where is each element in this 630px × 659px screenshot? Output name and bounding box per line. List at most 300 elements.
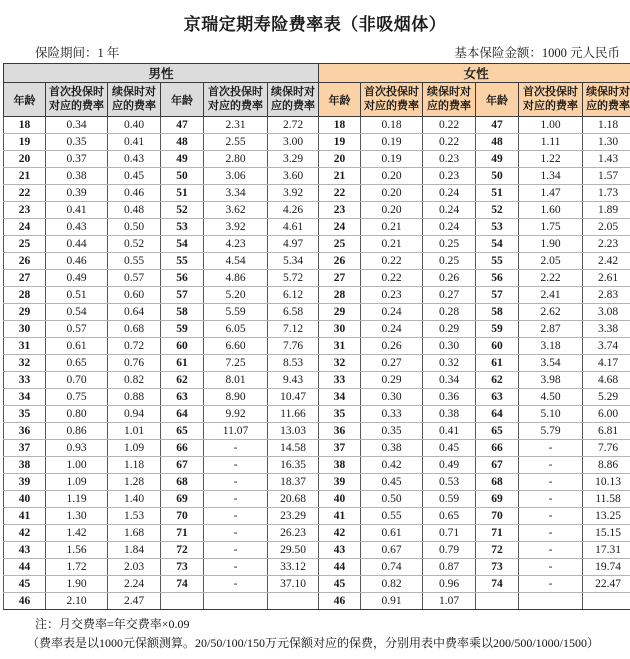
rate-cell: 3.00 <box>268 134 319 151</box>
rate-cell: 10.47 <box>268 389 319 406</box>
table-row <box>4 287 630 304</box>
rate-cell: 5.20 <box>204 287 268 304</box>
age-cell: 31 <box>4 338 46 355</box>
age-cell: 41 <box>319 508 361 525</box>
age-cell: 35 <box>319 406 361 423</box>
age-cell: 26 <box>4 253 46 270</box>
rate-cell: 0.23 <box>423 168 476 185</box>
rate-cell: 0.64 <box>108 304 161 321</box>
age-cell: 65 <box>161 423 204 440</box>
rate-cell: 0.54 <box>46 304 108 321</box>
rate-cell: 3.92 <box>204 219 268 236</box>
rate-cell: 2.31 <box>204 117 268 134</box>
rate-cell: 0.23 <box>361 287 423 304</box>
age-cell: 45 <box>319 576 361 593</box>
rate-cell: 0.55 <box>108 253 161 270</box>
age-cell: 51 <box>161 185 204 202</box>
rate-cell: 0.96 <box>423 576 476 593</box>
rate-cell: 1.84 <box>108 542 161 559</box>
rate-cell: 13.03 <box>268 423 319 440</box>
age-cell: 18 <box>4 117 46 134</box>
rate-cell: 4.50 <box>519 389 583 406</box>
rate-cell: 0.33 <box>361 406 423 423</box>
meta-row <box>35 46 620 60</box>
age-cell: 24 <box>4 219 46 236</box>
rate-cell: 17.31 <box>583 542 630 559</box>
rate-cell: 1.56 <box>46 542 108 559</box>
rate-cell: 5.34 <box>268 253 319 270</box>
rate-cell: 7.25 <box>204 355 268 372</box>
rate-cell: 1.53 <box>108 508 161 525</box>
rate-cell: 1.43 <box>583 151 630 168</box>
age-cell: 19 <box>4 134 46 151</box>
rate-cell: 0.38 <box>46 168 108 185</box>
age-cell: 39 <box>4 474 46 491</box>
age-cell: 71 <box>161 525 204 542</box>
rate-cell: 0.35 <box>46 134 108 151</box>
age-cell: 58 <box>476 304 519 321</box>
rate-cell: 0.48 <box>108 202 161 219</box>
rate-cell: - <box>519 440 583 457</box>
column-header-age: 年龄 <box>4 83 46 117</box>
rate-cell: - <box>204 457 268 474</box>
age-cell: 29 <box>4 304 46 321</box>
rate-cell: 3.62 <box>204 202 268 219</box>
age-cell: 53 <box>161 219 204 236</box>
rate-cell: 4.26 <box>268 202 319 219</box>
column-header-line: 续保时对 <box>427 86 472 98</box>
age-cell: 21 <box>4 168 46 185</box>
table-row <box>4 338 630 355</box>
rate-cell: 0.38 <box>361 440 423 457</box>
rate-cell: 8.01 <box>204 372 268 389</box>
rate-cell: 0.44 <box>46 236 108 253</box>
rate-cell: 3.29 <box>268 151 319 168</box>
rate-cell: 4.86 <box>204 270 268 287</box>
age-cell: 59 <box>161 321 204 338</box>
rate-cell: - <box>519 576 583 593</box>
age-cell: 23 <box>4 202 46 219</box>
table-row <box>4 474 630 491</box>
rate-cell: 3.08 <box>583 304 630 321</box>
rate-cell: 0.45 <box>361 474 423 491</box>
age-cell: 36 <box>4 423 46 440</box>
age-cell: 72 <box>161 542 204 559</box>
table-row <box>4 525 630 542</box>
rate-cell <box>519 593 583 610</box>
rate-cell: 0.65 <box>423 508 476 525</box>
age-cell: 53 <box>476 219 519 236</box>
rate-cell: 2.23 <box>583 236 630 253</box>
rate-cell: 1.19 <box>46 491 108 508</box>
age-cell: 19 <box>319 134 361 151</box>
age-cell <box>161 593 204 610</box>
rate-cell <box>204 593 268 610</box>
rate-cell: 0.40 <box>108 117 161 134</box>
rate-cell: 1.30 <box>46 508 108 525</box>
rate-cell: 3.34 <box>204 185 268 202</box>
age-cell: 69 <box>161 491 204 508</box>
rate-cell: 2.03 <box>108 559 161 576</box>
age-cell: 25 <box>4 236 46 253</box>
rate-cell: 0.86 <box>46 423 108 440</box>
table-body <box>4 117 630 610</box>
rate-cell: 0.22 <box>423 117 476 134</box>
rate-cell: 1.34 <box>519 168 583 185</box>
rate-cell: 29.50 <box>268 542 319 559</box>
rate-cell: 1.07 <box>423 593 476 610</box>
rate-cell: 0.28 <box>423 304 476 321</box>
rate-cell: 0.38 <box>423 406 476 423</box>
rate-cell: 2.55 <box>204 134 268 151</box>
rate-cell: 0.20 <box>361 185 423 202</box>
rate-cell: 2.05 <box>583 219 630 236</box>
rate-cell: 0.30 <box>361 389 423 406</box>
age-cell: 69 <box>476 491 519 508</box>
column-header-line: 首次投保时 <box>523 86 579 98</box>
age-cell: 52 <box>476 202 519 219</box>
table-row <box>4 134 630 151</box>
age-cell: 27 <box>319 270 361 287</box>
age-cell: 47 <box>476 117 519 134</box>
age-cell: 48 <box>476 134 519 151</box>
age-cell: 41 <box>4 508 46 525</box>
rate-cell: 0.20 <box>361 202 423 219</box>
column-header-line: 对应的费率 <box>49 99 104 112</box>
rate-cell: 0.49 <box>46 270 108 287</box>
rate-cell: 0.19 <box>361 151 423 168</box>
rate-cell: 0.79 <box>423 542 476 559</box>
rate-cell: 1.47 <box>519 185 583 202</box>
rate-cell: 1.42 <box>46 525 108 542</box>
age-cell: 59 <box>476 321 519 338</box>
age-cell: 74 <box>161 576 204 593</box>
rate-cell: 5.79 <box>519 423 583 440</box>
rate-cell: 5.72 <box>268 270 319 287</box>
rate-cell: 6.58 <box>268 304 319 321</box>
column-header-row <box>4 83 630 117</box>
rate-cell: 0.37 <box>46 151 108 168</box>
age-cell: 42 <box>4 525 46 542</box>
rate-cell: 3.38 <box>583 321 630 338</box>
rate-cell: 3.60 <box>268 168 319 185</box>
rate-cell: 4.68 <box>583 372 630 389</box>
rate-cell: 6.60 <box>204 338 268 355</box>
rate-cell <box>268 593 319 610</box>
rate-cell: 2.80 <box>204 151 268 168</box>
rate-cell: 0.39 <box>46 185 108 202</box>
rate-cell: 0.71 <box>423 525 476 542</box>
age-cell: 63 <box>476 389 519 406</box>
insurance-period-label: 保险期间：1 年 <box>35 46 120 60</box>
rate-cell: 1.00 <box>46 457 108 474</box>
column-header-age: 年龄 <box>161 83 204 117</box>
age-cell: 42 <box>319 525 361 542</box>
rate-cell: 8.86 <box>583 457 630 474</box>
age-cell: 49 <box>476 151 519 168</box>
rate-cell: 0.68 <box>108 321 161 338</box>
rate-cell: 11.66 <box>268 406 319 423</box>
rate-cell: 0.22 <box>361 253 423 270</box>
column-header-first-rate <box>46 83 108 117</box>
male-section-header: 男性 <box>4 64 319 83</box>
rate-cell: 3.98 <box>519 372 583 389</box>
age-cell: 35 <box>4 406 46 423</box>
rate-cell: 0.55 <box>361 508 423 525</box>
age-cell: 68 <box>161 474 204 491</box>
rate-cell: 4.54 <box>204 253 268 270</box>
rate-cell: 0.20 <box>361 168 423 185</box>
rate-cell: 0.43 <box>46 219 108 236</box>
column-header-age: 年龄 <box>476 83 519 117</box>
column-header-first-rate <box>519 83 583 117</box>
column-header-line: 首次投保时 <box>49 86 104 98</box>
rate-cell: 7.12 <box>268 321 319 338</box>
age-cell: 20 <box>319 151 361 168</box>
rate-cell: 0.45 <box>423 440 476 457</box>
rate-cell: 1.73 <box>583 185 630 202</box>
table-row <box>4 168 630 185</box>
rate-cell: 1.22 <box>519 151 583 168</box>
age-cell: 64 <box>476 406 519 423</box>
table-row <box>4 151 630 168</box>
age-cell: 50 <box>161 168 204 185</box>
rate-cell: 0.25 <box>423 236 476 253</box>
rate-cell: 0.29 <box>361 372 423 389</box>
table-row <box>4 304 630 321</box>
rate-cell: 0.49 <box>423 457 476 474</box>
age-cell: 56 <box>161 270 204 287</box>
table-row <box>4 508 630 525</box>
table-row <box>4 236 630 253</box>
rate-cell: 0.80 <box>46 406 108 423</box>
rate-cell: 0.70 <box>46 372 108 389</box>
age-cell: 43 <box>319 542 361 559</box>
age-cell: 56 <box>476 270 519 287</box>
age-cell: 60 <box>161 338 204 355</box>
column-header-line: 续保时对 <box>271 86 316 98</box>
age-cell: 58 <box>161 304 204 321</box>
age-cell: 57 <box>161 287 204 304</box>
age-cell: 40 <box>319 491 361 508</box>
rate-cell: - <box>204 542 268 559</box>
rate-cell: 1.75 <box>519 219 583 236</box>
rate-cell: - <box>519 525 583 542</box>
rate-cell: 0.23 <box>423 151 476 168</box>
rate-cell: 4.97 <box>268 236 319 253</box>
rate-cell: 0.18 <box>361 117 423 134</box>
rate-cell: 18.37 <box>268 474 319 491</box>
rate-cell: 0.19 <box>361 134 423 151</box>
rate-cell: 0.75 <box>46 389 108 406</box>
age-cell: 46 <box>4 593 46 610</box>
rate-cell: 9.43 <box>268 372 319 389</box>
table-row <box>4 559 630 576</box>
rate-cell: 2.61 <box>583 270 630 287</box>
rate-cell: 0.57 <box>108 270 161 287</box>
rate-cell: 0.22 <box>361 270 423 287</box>
age-cell: 20 <box>4 151 46 168</box>
age-cell: 23 <box>319 202 361 219</box>
table-row <box>4 542 630 559</box>
rate-cell: 19.74 <box>583 559 630 576</box>
age-cell: 34 <box>319 389 361 406</box>
age-cell: 37 <box>4 440 46 457</box>
column-header-line: 应的费率 <box>427 99 472 112</box>
rate-cell: 0.24 <box>361 321 423 338</box>
rate-cell: 0.82 <box>108 372 161 389</box>
rate-cell: 1.68 <box>108 525 161 542</box>
rate-cell: - <box>204 474 268 491</box>
column-header-renewal-rate <box>583 83 630 117</box>
page-title: 京瑞定期寿险费率表（非吸烟体） <box>183 15 447 34</box>
table-row <box>4 372 630 389</box>
rate-cell: - <box>204 525 268 542</box>
age-cell: 49 <box>161 151 204 168</box>
rate-cell: 1.60 <box>519 202 583 219</box>
rate-cell: 3.18 <box>519 338 583 355</box>
rate-cell: - <box>204 440 268 457</box>
rate-cell: - <box>204 491 268 508</box>
rate-cell: 0.21 <box>361 219 423 236</box>
age-cell: 33 <box>319 372 361 389</box>
rate-cell: 0.24 <box>361 304 423 321</box>
age-cell: 71 <box>476 525 519 542</box>
rate-cell: 3.74 <box>583 338 630 355</box>
rate-cell: 13.25 <box>583 508 630 525</box>
age-cell: 26 <box>319 253 361 270</box>
rate-cell: 0.88 <box>108 389 161 406</box>
age-cell: 73 <box>476 559 519 576</box>
rate-cell: - <box>519 474 583 491</box>
age-cell: 18 <box>319 117 361 134</box>
age-cell: 73 <box>161 559 204 576</box>
rate-cell: 0.21 <box>361 236 423 253</box>
age-cell: 45 <box>4 576 46 593</box>
table-row <box>4 202 630 219</box>
rate-cell: 8.53 <box>268 355 319 372</box>
rate-cell <box>583 593 630 610</box>
rate-cell: 14.58 <box>268 440 319 457</box>
base-amount-label: 基本保险金额：1000 元人民币 <box>454 46 620 60</box>
age-cell: 31 <box>319 338 361 355</box>
rate-cell: 0.57 <box>46 321 108 338</box>
column-header-line: 首次投保时 <box>364 86 420 98</box>
rate-cell: 2.10 <box>46 593 108 610</box>
rate-cell: 20.68 <box>268 491 319 508</box>
age-cell: 34 <box>4 389 46 406</box>
column-header-line: 续保时对 <box>112 86 156 98</box>
table-row <box>4 576 630 593</box>
column-header-line: 首次投保时 <box>208 86 263 98</box>
rate-cell: - <box>519 542 583 559</box>
rate-cell: 2.62 <box>519 304 583 321</box>
age-cell: 40 <box>4 491 46 508</box>
rate-cell: 0.51 <box>46 287 108 304</box>
age-cell: 28 <box>319 287 361 304</box>
rate-cell: 9.92 <box>204 406 268 423</box>
age-cell: 51 <box>476 185 519 202</box>
rate-cell: 2.47 <box>108 593 161 610</box>
rate-cell: - <box>519 508 583 525</box>
table-row <box>4 457 630 474</box>
rate-cell: 0.43 <box>108 151 161 168</box>
rate-cell: 1.11 <box>519 134 583 151</box>
age-cell: 29 <box>319 304 361 321</box>
age-cell: 55 <box>476 253 519 270</box>
rate-cell: 0.22 <box>423 134 476 151</box>
rate-cell: 0.27 <box>361 355 423 372</box>
rate-cell: 1.57 <box>583 168 630 185</box>
age-cell: 62 <box>161 372 204 389</box>
table-row <box>4 593 630 610</box>
rate-cell: 0.53 <box>423 474 476 491</box>
age-cell: 66 <box>161 440 204 457</box>
column-header-line: 对应的费率 <box>364 99 420 112</box>
rate-cell: 16.35 <box>268 457 319 474</box>
rate-cell: 4.23 <box>204 236 268 253</box>
rate-cell: 0.76 <box>108 355 161 372</box>
rate-cell: 26.23 <box>268 525 319 542</box>
age-cell: 72 <box>476 542 519 559</box>
rate-cell: 11.07 <box>204 423 268 440</box>
rate-cell: - <box>519 491 583 508</box>
rate-cell: 1.72 <box>46 559 108 576</box>
column-header-renewal-rate <box>423 83 476 117</box>
table-row <box>4 423 630 440</box>
rate-cell: 15.15 <box>583 525 630 542</box>
age-cell: 25 <box>319 236 361 253</box>
age-cell: 74 <box>476 576 519 593</box>
age-cell: 55 <box>161 253 204 270</box>
table-row <box>4 321 630 338</box>
rate-cell: 1.09 <box>46 474 108 491</box>
rate-cell: 8.90 <box>204 389 268 406</box>
age-cell: 70 <box>161 508 204 525</box>
column-header-line: 对应的费率 <box>208 99 263 112</box>
age-cell: 67 <box>161 457 204 474</box>
rate-cell: 0.65 <box>46 355 108 372</box>
age-cell: 39 <box>319 474 361 491</box>
column-header-line: 对应的费率 <box>523 99 579 112</box>
age-cell: 48 <box>161 134 204 151</box>
age-cell: 37 <box>319 440 361 457</box>
age-cell: 21 <box>319 168 361 185</box>
rate-cell: 3.06 <box>204 168 268 185</box>
rate-cell: 0.61 <box>361 525 423 542</box>
table-row <box>4 270 630 287</box>
table-row <box>4 389 630 406</box>
column-header-line: 应的费率 <box>112 99 156 112</box>
note-monthly-rate: 注：月交费率=年交费率×0.09 <box>35 617 190 631</box>
rate-cell: 0.45 <box>108 168 161 185</box>
rate-cell: 5.59 <box>204 304 268 321</box>
rate-cell: - <box>519 457 583 474</box>
rate-cell: 0.24 <box>423 185 476 202</box>
rate-cell: 0.30 <box>423 338 476 355</box>
rate-cell: 5.10 <box>519 406 583 423</box>
table-row <box>4 355 630 372</box>
age-cell: 67 <box>476 457 519 474</box>
table-row <box>4 406 630 423</box>
rate-cell: 2.24 <box>108 576 161 593</box>
rate-cell: - <box>204 559 268 576</box>
rate-cell: 0.46 <box>46 253 108 270</box>
table-row <box>4 117 630 134</box>
female-section-header: 女性 <box>319 64 630 83</box>
rate-cell: 0.74 <box>361 559 423 576</box>
rate-cell: 1.18 <box>108 457 161 474</box>
